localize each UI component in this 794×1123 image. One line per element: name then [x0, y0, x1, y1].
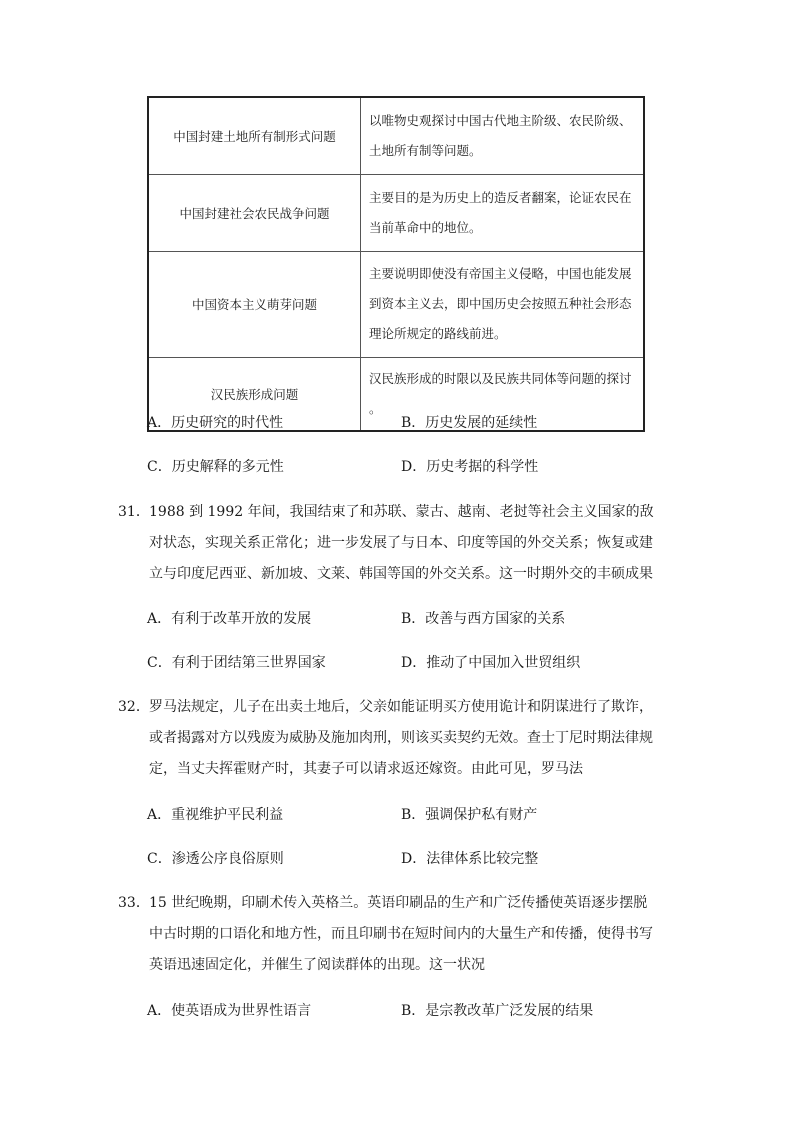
- topic-cell: 中国封建社会农民战争问题: [148, 174, 361, 251]
- q32-option-d: D．法律体系比较完整: [401, 851, 539, 867]
- q33-option-b: B．是宗教改革广泛发展的结果: [401, 1003, 594, 1019]
- topic-cell: 中国资本主义萌芽问题: [148, 251, 361, 357]
- q32-option-b: B．强调保护私有财产: [401, 807, 538, 823]
- q31-option-c: C．有利于团结第三世界国家: [147, 655, 326, 671]
- question-number: 33．: [118, 895, 150, 911]
- question-32: [118, 692, 658, 785]
- description-cell: 主要说明即使没有帝国主义侵略，中国也能发展到资本主义去，即中国历史会按照五种社会形态理论所规定的路线前进。: [361, 251, 645, 357]
- table-row: [148, 97, 644, 174]
- description-cell: 以唯物史观探讨中国古代地主阶级、农民阶级、土地所有制等问题。: [361, 97, 645, 174]
- question-stem: 1988 到 1992 年间，我国结束了和苏联、蒙古、越南、老挝等社会主义国家的敌对状态，实现关系正常化；进一步发展了与日本、印度等国的外交关系；恢复或建立与印度尼西亚、新加坡、文莱、韩国等国的外交关系。这一时期外交的丰硕成果: [149, 504, 654, 582]
- q31-option-a: A．有利于改革开放的发展: [147, 611, 312, 627]
- q30-option-d: D．历史考据的科学性: [401, 459, 539, 475]
- history-topics-table: [147, 96, 645, 432]
- q32-option-a: A．重视维护平民利益: [147, 807, 284, 823]
- topic-cell: 汉民族形成问题: [148, 357, 361, 431]
- q32-option-c: C．渗透公序良俗原则: [147, 851, 284, 867]
- topic-cell: 中国封建土地所有制形式问题: [148, 97, 361, 174]
- question-number: 31．: [118, 504, 150, 520]
- table-row: [148, 174, 644, 251]
- question-number: 32．: [118, 699, 150, 715]
- description-cell: 汉民族形成的时限以及民族共同体等问题的探讨 。: [361, 357, 645, 431]
- q30-option-c: C．历史解释的多元性: [147, 459, 284, 475]
- question-stem: 罗马法规定，儿子在出卖土地后，父亲如能证明买方使用诡计和阴谋进行了欺诈，或者揭露对方以残废为威胁及施加肉刑，则该买卖契约无效。查士丁尼时期法律规定，当丈夫挥霍财产时，其妻子可以请求返还嫁资。由此可见，罗马法: [149, 699, 653, 777]
- q31-option-b: B．改善与西方国家的关系: [401, 611, 566, 627]
- description-cell: 主要目的是为历史上的造反者翻案，论证农民在当前革命中的地位。: [361, 174, 645, 251]
- q30-option-a: A．历史研究的时代性: [147, 415, 284, 431]
- q31-option-d: D．推动了中国加入世贸组织: [401, 655, 581, 671]
- q30-option-b: B．历史发展的延续性: [401, 415, 538, 431]
- question-31: [118, 497, 658, 590]
- question-33: [118, 888, 658, 981]
- q33-option-a: A．使英语成为世界性语言: [147, 1003, 312, 1019]
- question-stem: 15 世纪晚期，印刷术传入英格兰。英语印刷品的生产和广泛传播使英语逐步摆脱中古时期的口语化和地方性，而且印刷书在短时间内的大量生产和传播，使得书写英语迅速固定化，并催生了阅读群体的出现。这一状况: [149, 895, 653, 973]
- table-row: [148, 251, 644, 357]
